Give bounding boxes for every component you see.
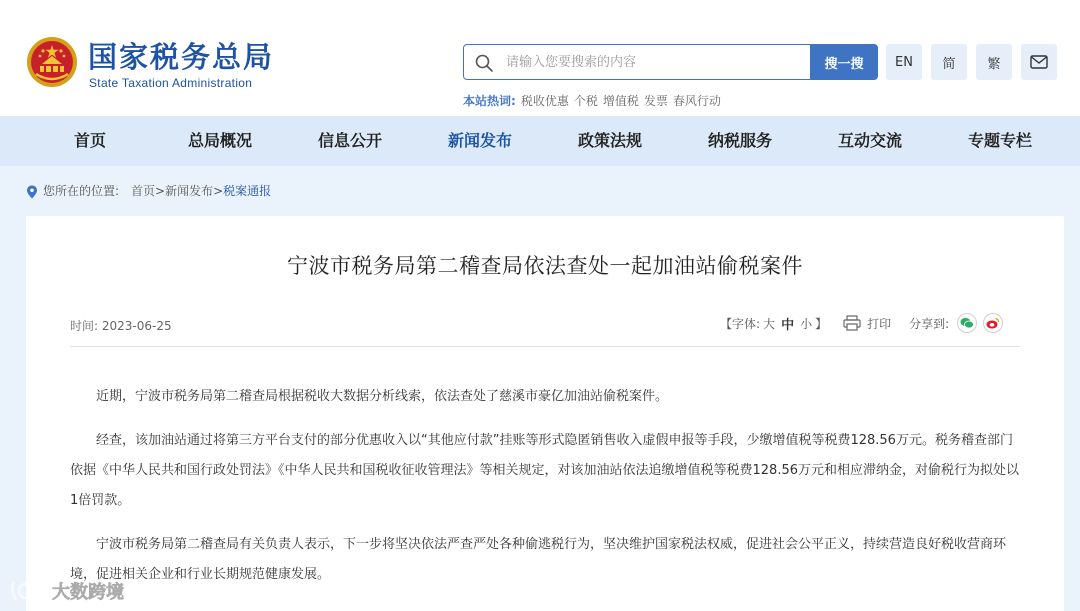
nav-item-home[interactable]: 首页 xyxy=(73,131,106,150)
main-nav xyxy=(0,116,1080,166)
hot-word-link[interactable]: 发票 xyxy=(643,94,668,108)
hot-words xyxy=(463,92,721,109)
breadcrumb-path[interactable]: 首页>新闻发布> xyxy=(131,184,224,198)
site-title-en: State Taxation Administration xyxy=(89,76,253,90)
share-label: 分享到: xyxy=(909,316,950,331)
search-button[interactable]: 搜一搜 xyxy=(810,44,878,80)
nav-item-policy[interactable]: 政策法规 xyxy=(577,131,642,150)
site-title-cn[interactable]: 国家税务总局 xyxy=(88,40,275,74)
print-icon[interactable] xyxy=(843,315,861,331)
article-paragraph: 宁波市税务局第二稽查局有关负责人表示，下一步将坚决依法严查严处各种偷逃税行为，坚决维护国家税法权威，促进社会公平正义，持续营造良好税收营商环境，促进相关企业和行业长期规范健康发展。 xyxy=(70,537,1007,582)
share-wechat-button[interactable] xyxy=(957,313,977,333)
breadcrumb-current[interactable]: 税案通报 xyxy=(223,184,272,198)
hot-word-link[interactable]: 增值税 xyxy=(602,94,639,108)
mail-button[interactable] xyxy=(1021,44,1057,80)
nav-item-info-disclosure[interactable]: 信息公开 xyxy=(317,131,382,150)
article-paragraph: 近期，宁波市税务局第二稽查局根据税收大数据分析线索，依法查处了慈溪市豪亿加油站偷税案件。 xyxy=(96,389,669,404)
nav-item-interaction[interactable]: 互动交流 xyxy=(837,131,902,150)
share-weibo-button[interactable] xyxy=(983,313,1003,333)
hot-words-label: 本站热词: xyxy=(463,94,516,108)
site-header xyxy=(0,0,1080,116)
font-size-large-button[interactable]: 大 xyxy=(763,316,776,331)
location-pin-icon xyxy=(26,185,38,199)
hot-word-link[interactable]: 税收优惠 xyxy=(520,94,569,108)
simplified-chinese-button[interactable]: 简 xyxy=(931,44,967,80)
article-body xyxy=(70,382,1020,604)
watermark-text: 大数跨境 xyxy=(52,582,124,603)
article-title: 宁波市税务局第二稽查局依法查处一起加油站偷税案件 xyxy=(287,254,803,278)
print-button[interactable]: 打印 xyxy=(867,316,892,331)
article-panel xyxy=(26,216,1064,611)
article-date: 时间: 2023-06-25 xyxy=(70,319,172,333)
traditional-chinese-button[interactable]: 繁 xyxy=(976,44,1012,80)
nav-item-overview[interactable]: 总局概况 xyxy=(187,131,252,150)
article-paragraph: 经查，该加油站通过将第三方平台支付的部分优惠收入以“其他应付款”挂账等形式隐匿销售收入虚假申报等手段，少缴增值税等税费128.56万元。税务稽查部门依据《中华人民共和国行政处罚法》《中华人民共和国税收征收管理法》等相关规定，对该加油站依法追缴增值税等税费128.56万元和相应滞纳金，对偷税行为拟处以1倍罚款。 xyxy=(70,433,1019,508)
nav-item-news[interactable]: 新闻发布 xyxy=(447,131,512,150)
search-input[interactable] xyxy=(506,52,806,72)
national-emblem-logo[interactable] xyxy=(26,36,78,88)
nav-item-taxpayer-service[interactable]: 纳税服务 xyxy=(707,131,772,150)
search-icon xyxy=(474,53,494,73)
hot-word-link[interactable]: 春风行动 xyxy=(672,94,721,108)
font-size-small-button[interactable]: 小 xyxy=(800,316,813,331)
font-size-label: 【字体: xyxy=(720,316,761,331)
font-size-close: 】 xyxy=(815,316,828,331)
mail-icon xyxy=(1030,55,1048,69)
nav-item-special-topics[interactable]: 专题专栏 xyxy=(967,131,1032,150)
watermark-logo-icon xyxy=(8,578,48,604)
font-size-medium-button[interactable]: 中 xyxy=(781,317,795,333)
weibo-icon xyxy=(986,317,1000,329)
hot-word-link[interactable]: 个税 xyxy=(573,94,598,108)
watermark xyxy=(8,576,124,606)
article-tools xyxy=(720,312,1009,334)
breadcrumb xyxy=(26,183,271,199)
breadcrumb-label: 您所在的位置: xyxy=(43,184,120,198)
wechat-icon xyxy=(960,317,974,329)
meta-divider xyxy=(70,346,1020,347)
english-language-button[interactable]: EN xyxy=(886,44,922,80)
